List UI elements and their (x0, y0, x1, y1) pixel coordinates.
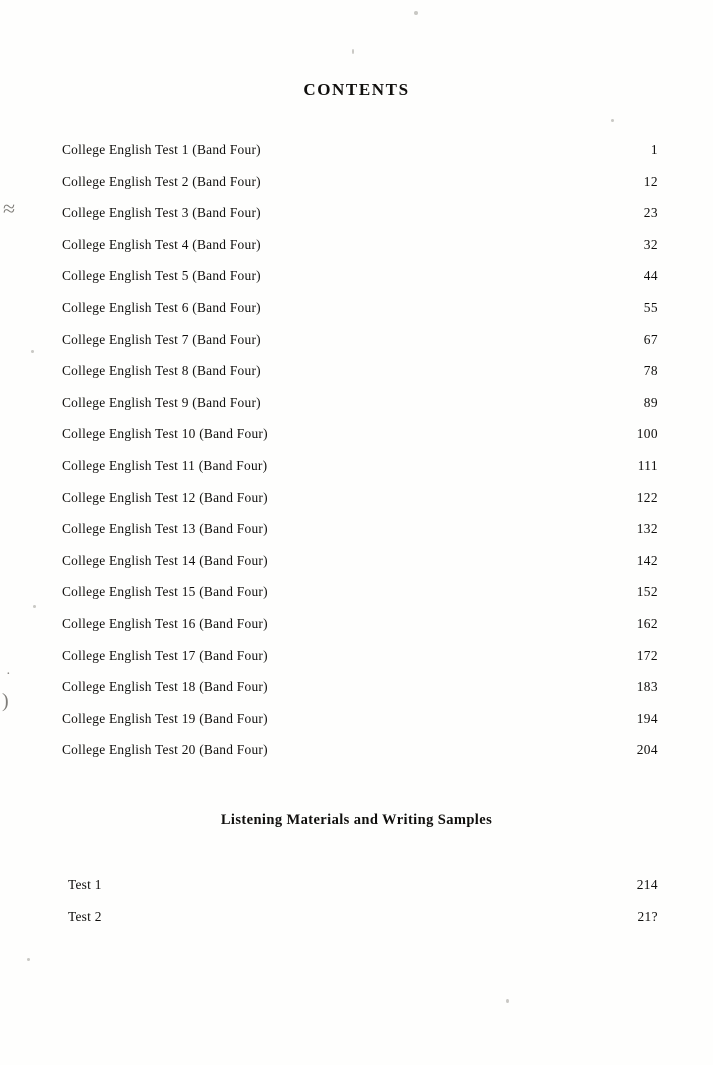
scan-speck (27, 958, 30, 961)
toc-entry-page: 23 (643, 205, 658, 221)
toc-entry[interactable] (62, 521, 658, 553)
toc-entry[interactable] (62, 300, 658, 332)
listening-materials-contents (62, 877, 658, 941)
scan-speck (352, 49, 354, 54)
leader-dots (267, 279, 608, 280)
leader-dots (267, 374, 608, 375)
page-title: CONTENTS (303, 80, 410, 99)
toc-entry[interactable] (62, 142, 658, 174)
toc-entry-label: College English Test 19 (Band Four) (62, 710, 268, 726)
leader-dots (274, 595, 608, 596)
leader-dots (267, 248, 608, 249)
toc-entry-label: Test 1 (68, 877, 102, 892)
toc-entry-label: College English Test 18 (Band Four) (62, 679, 268, 695)
leader-dots (267, 406, 608, 407)
toc-entry[interactable] (62, 490, 658, 522)
toc-entry-page: 172 (636, 647, 658, 663)
scan-speck (611, 119, 614, 122)
toc-entry-label: College English Test 10 (Band Four) (62, 426, 268, 442)
toc-entry-page: 1 (650, 142, 658, 157)
toc-entry-page: 78 (643, 363, 658, 379)
toc-entry-label: College English Test 3 (Band Four) (62, 205, 261, 221)
toc-entry-page: 111 (637, 457, 658, 473)
toc-entry[interactable] (62, 395, 658, 427)
toc-entry[interactable] (62, 616, 658, 648)
toc-entry-page: 89 (643, 394, 658, 410)
toc-entry[interactable] (62, 909, 658, 941)
leader-dots (274, 501, 608, 502)
toc-entry-label: College English Test 8 (Band Four) (62, 363, 261, 379)
toc-entry-page: 214 (636, 877, 658, 892)
toc-entry[interactable] (62, 205, 658, 237)
leader-dots (274, 437, 608, 438)
toc-entry-label: College English Test 16 (Band Four) (62, 615, 268, 631)
toc-entry[interactable] (62, 332, 658, 364)
toc-entry[interactable] (62, 426, 658, 458)
toc-entry[interactable] (62, 584, 658, 616)
table-of-contents (62, 142, 658, 774)
toc-entry[interactable] (62, 237, 658, 269)
scan-speck (31, 350, 34, 353)
toc-entry-label: Test 2 (68, 909, 102, 924)
toc-entry-page: 67 (643, 331, 658, 347)
leader-dots (274, 532, 608, 533)
toc-entry-page: 152 (636, 584, 658, 600)
toc-entry[interactable] (62, 711, 658, 743)
toc-entry-label: College English Test 13 (Band Four) (62, 521, 268, 537)
toc-entry-page: 44 (643, 268, 658, 284)
leader-dots (108, 888, 608, 889)
scan-speck (33, 605, 36, 608)
toc-entry-label: College English Test 1 (Band Four) (62, 142, 261, 157)
toc-entry-page: 142 (636, 552, 658, 568)
toc-entry-label: College English Test 5 (Band Four) (62, 268, 261, 284)
toc-entry-label: College English Test 15 (Band Four) (62, 584, 268, 600)
toc-entry-page: 12 (643, 173, 658, 189)
leader-dots (274, 690, 608, 691)
toc-entry-label: College English Test 14 (Band Four) (62, 552, 268, 568)
leader-dots (274, 564, 608, 565)
leader-dots (267, 185, 608, 186)
toc-entry[interactable] (62, 553, 658, 585)
leader-dots (273, 469, 608, 470)
toc-entry[interactable] (62, 268, 658, 300)
toc-entry[interactable] (62, 648, 658, 680)
leader-dots (108, 920, 608, 921)
leader-dots (274, 722, 608, 723)
page-edge-mark: · (6, 667, 11, 682)
toc-entry-page: 21? (637, 909, 658, 924)
toc-entry-label: College English Test 7 (Band Four) (62, 331, 261, 347)
toc-entry-page: 183 (636, 679, 658, 695)
toc-entry-page: 122 (636, 489, 658, 505)
toc-entry-label: College English Test 12 (Band Four) (62, 489, 268, 505)
toc-entry[interactable] (62, 679, 658, 711)
toc-entry[interactable] (62, 877, 658, 909)
section-heading: Listening Materials and Writing Samples (220, 812, 493, 828)
leader-dots (274, 627, 608, 628)
toc-entry[interactable] (62, 363, 658, 395)
toc-entry-label: College English Test 4 (Band Four) (62, 236, 261, 252)
toc-entry-page: 132 (636, 521, 658, 537)
toc-entry-label: College English Test 6 (Band Four) (62, 299, 261, 315)
toc-entry-page: 204 (636, 742, 658, 758)
page-edge-mark: ≈ (3, 196, 16, 221)
toc-entry-label: College English Test 2 (Band Four) (62, 173, 261, 189)
leader-dots (267, 311, 608, 312)
toc-entry[interactable] (62, 742, 658, 774)
toc-entry-label: College English Test 17 (Band Four) (62, 647, 268, 663)
toc-entry-label: College English Test 11 (Band Four) (62, 457, 268, 473)
scan-speck (506, 999, 509, 1003)
scan-speck (414, 11, 418, 15)
toc-entry-page: 32 (643, 236, 658, 252)
page-edge-mark: ) (2, 690, 9, 712)
toc-entry-label: College English Test 9 (Band Four) (62, 394, 261, 410)
toc-entry-page: 55 (643, 299, 658, 315)
leader-dots (267, 216, 608, 217)
toc-entry-label: College English Test 20 (Band Four) (62, 742, 268, 758)
leader-dots (267, 343, 608, 344)
toc-entry[interactable] (62, 458, 658, 490)
leader-dots (267, 153, 608, 154)
leader-dots (274, 659, 608, 660)
leader-dots (274, 753, 608, 754)
toc-entry-page: 162 (636, 615, 658, 631)
toc-entry-page: 100 (636, 426, 658, 442)
toc-entry-page: 194 (636, 710, 658, 726)
toc-entry[interactable] (62, 174, 658, 206)
